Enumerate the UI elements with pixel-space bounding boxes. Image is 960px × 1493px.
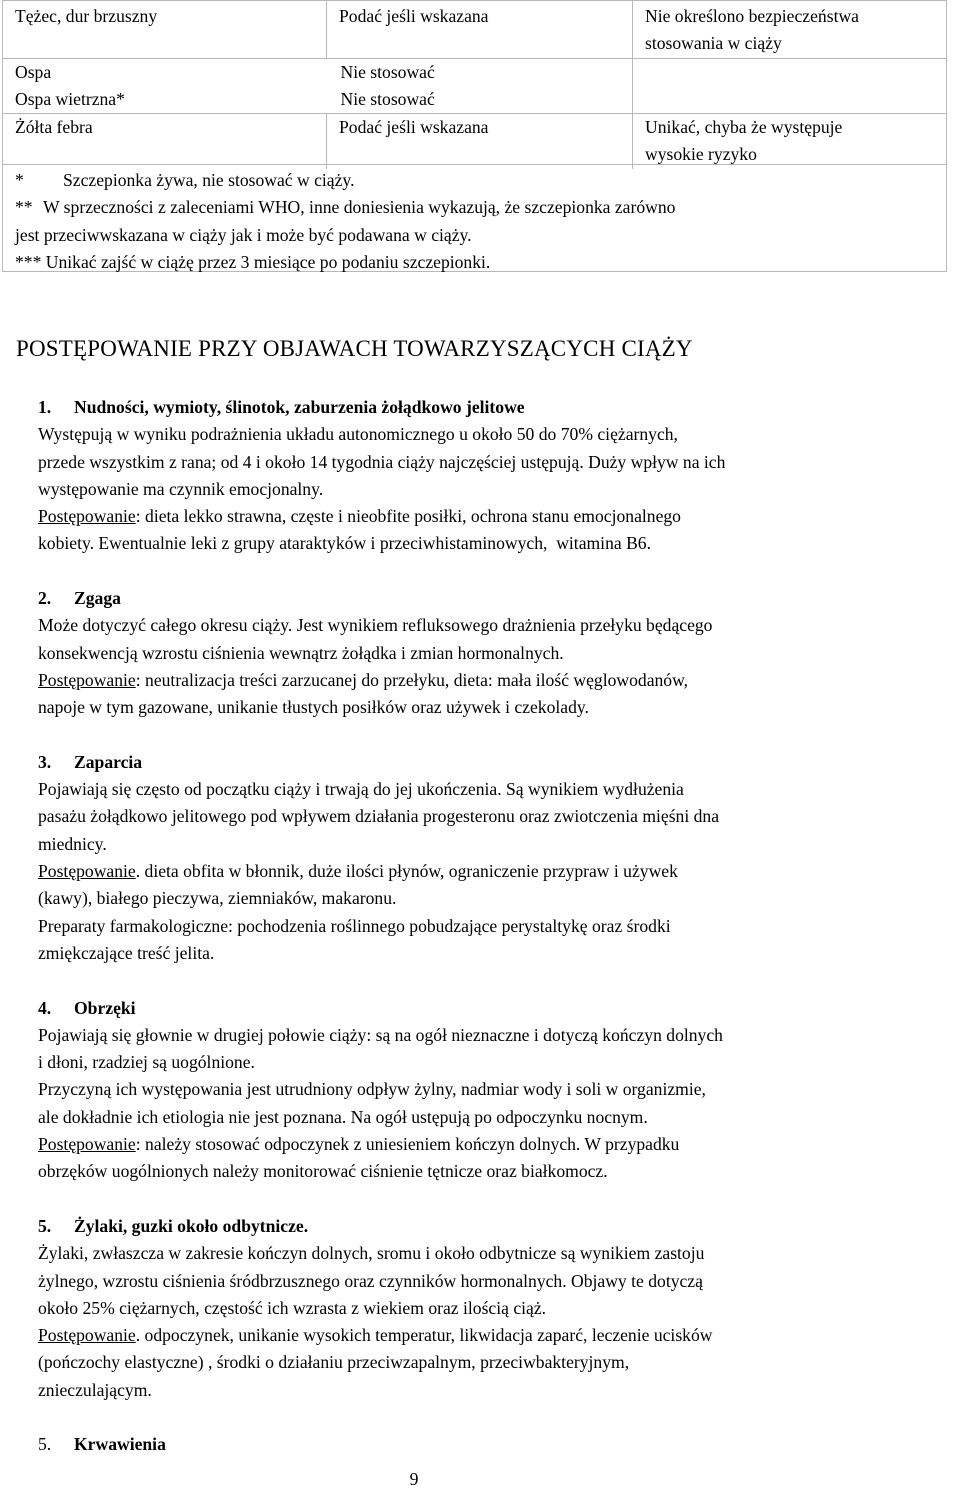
footnote-marker: *: [15, 170, 24, 190]
procedure-separator: .: [135, 861, 141, 882]
table-row: [3, 58, 947, 86]
body-line: pasażu żołądkowo jelitowego pod wpływem działania progesteronu oraz zwiotczenia mięśni dna: [38, 806, 720, 827]
procedure-label: Postępowanie: [38, 1134, 136, 1155]
body-line: występowanie ma czynnik emocjonalny.: [38, 478, 324, 499]
section-4: [38, 995, 958, 1186]
procedure-label: Postępowanie: [38, 861, 136, 882]
procedure-text: dieta lekko strawna, częste i nieobfite posiłki, ochrona stanu emocjonalnego: [140, 506, 681, 527]
body-line: Pojawiają się często od początku ciąży i trwają do jej ukończenia. Są wynikiem wydłużenia: [38, 779, 684, 800]
body-line: konsekwencją wzrostu ciśnienia wewnątrz żołądka i zmian hormonalnych.: [38, 642, 564, 663]
body-line: przede wszystkim z rana; od 4 i około 14 tygodnia ciąży najczęściej ustępują. Duży wpływ na ich: [38, 451, 726, 472]
safety-line: wysokie ryzyko: [645, 144, 757, 165]
section-2: [38, 585, 958, 721]
table-cell-recommendation: Podać jeśli wskazana: [327, 114, 633, 169]
procedure-line: [38, 667, 958, 694]
procedure-text: neutralizacja treści zarzucanej do przełyku, dieta: mała ilość węglowodanów,: [140, 669, 689, 690]
table-row: [3, 114, 947, 169]
body-line: Pojawiają się głownie w drugiej połowie ciąży: są na ogół nieznaczne i dotyczą kończyn dolnych: [38, 1024, 723, 1045]
section-title: [38, 749, 958, 776]
body-line: Występują w wyniku podrażnienia układu autonomicznego u około 50 do 70% ciężarnych,: [38, 424, 678, 445]
section-6: [38, 1431, 958, 1458]
procedure-separator: :: [135, 1134, 141, 1155]
section-title: [38, 585, 958, 612]
body-line: Preparaty farmakologiczne: pochodzenia roślinnego pobudzające perystaltykę oraz środki: [38, 915, 671, 936]
body-line: (kawy), białego pieczywa, ziemniaków, makaronu.: [38, 888, 397, 909]
table-cell-disease: Ospa: [3, 58, 327, 86]
procedure-line: [38, 858, 958, 885]
section-title-text: Krwawienia: [74, 1434, 166, 1455]
section-title: [38, 394, 958, 421]
procedure-label: Postępowanie: [38, 506, 136, 527]
table-cell-safety: [633, 114, 947, 169]
procedure-separator: .: [135, 1325, 141, 1346]
body-line: miednicy.: [38, 833, 107, 854]
footnote-3: *** Unikać zajść w ciążę przez 3 miesiące po podaniu szczepionki.: [15, 251, 491, 272]
table-cell-safety: [633, 58, 947, 86]
procedure-line: [38, 503, 958, 530]
table-row: [3, 1, 947, 59]
section-title-text: Nudności, wymioty, ślinotok, zaburzenia żołądkowo jelitowe: [74, 397, 525, 417]
table-cell-recommendation: Nie stosować: [327, 58, 633, 86]
sections-container: [38, 394, 958, 1459]
procedure-separator: :: [135, 669, 141, 690]
section-number: 4.: [38, 997, 52, 1018]
footnote-text: W sprzeczności z zaleceniami WHO, inne doniesienia wykazują, że szczepionka zarówno: [43, 197, 676, 218]
section-title-text: Zgaga: [74, 588, 121, 609]
section-title-text: Żylaki, guzki około odbytnicze.: [74, 1215, 309, 1236]
body-line: Żylaki, zwłaszcza w zakresie kończyn dolnych, sromu i około odbytnicze są wynikiem zastoju: [38, 1243, 705, 1264]
body-line: zmiękczające treść jelita.: [38, 942, 215, 963]
body-line: Może dotyczyć całego okresu ciąży. Jest wynikiem refluksowego drażnienia przełyku będącego: [38, 615, 713, 636]
page-number: 9: [409, 1469, 419, 1489]
section-number: 5.: [38, 1215, 52, 1236]
procedure-text: odpoczynek, unikanie wysokich temperatur, likwidacja zaparć, leczenie ucisków: [140, 1325, 713, 1346]
table-cell-safety: [633, 1, 947, 59]
vaccine-table: [2, 0, 947, 169]
procedure-text: dieta obfita w błonnik, duże ilości płynów, ograniczenie przypraw i używek: [140, 861, 678, 882]
table-cell-recommendation: Podać jeśli wskazana: [327, 1, 633, 59]
table-cell-safety: [633, 86, 947, 114]
safety-line: stosowania w ciąży: [645, 33, 782, 54]
table-cell-disease: Ospa wietrzna*: [3, 86, 327, 114]
body-line: i dłoni, rzadziej są uogólnione.: [38, 1052, 255, 1073]
section-number: 2.: [38, 588, 52, 609]
safety-line: Nie określono bezpieczeństwa: [645, 6, 859, 26]
table-cell-disease: Żółta febra: [3, 114, 327, 169]
body-line: kobiety. Ewentualnie leki z grupy ataraktyków i przeciwhistaminowych, witamina B6.: [38, 533, 652, 554]
section-number: 1.: [38, 397, 52, 417]
footnote-text: Szczepionka żywa, nie stosować w ciąży.: [63, 170, 355, 190]
footnote-2: [15, 194, 946, 221]
section-3: [38, 749, 958, 967]
body-line: (pończochy elastyczne) , środki o działaniu przeciwzapalnym, przeciwbakteryjnym,: [38, 1352, 630, 1373]
section-title: [38, 1213, 958, 1240]
procedure-label: Postępowanie: [38, 669, 136, 690]
procedure-text: należy stosować odpoczynek z uniesieniem kończyn dolnych. W przypadku: [140, 1134, 680, 1155]
procedure-separator: :: [135, 506, 141, 527]
body-line: napoje w tym gazowane, unikanie tłustych posiłków oraz używek i czekolady.: [38, 697, 589, 718]
body-line: ale dokładnie ich etiologia nie jest poznana. Na ogół ustępują po odpoczynku nocnym.: [38, 1106, 648, 1127]
table-cell-recommendation: Nie stosować: [327, 86, 633, 114]
section-title-text: Obrzęki: [74, 997, 136, 1018]
procedure-line: [38, 1322, 958, 1349]
table-footnotes: [2, 164, 947, 272]
body-line: Przyczyną ich występowania jest utrudniony odpływ żylny, nadmiar wody i soli w organizmie,: [38, 1079, 706, 1100]
section-number: 3.: [38, 751, 52, 772]
procedure-line: [38, 1131, 958, 1158]
page-heading: POSTĘPOWANIE PRZY OBJAWACH TOWARZYSZĄCYCH CIĄŻY: [16, 336, 693, 361]
body-line: około 25% ciężarnych, częstość ich wzrasta z wiekiem oraz ilością ciąż.: [38, 1297, 547, 1318]
procedure-label: Postępowanie: [38, 1325, 136, 1346]
footnote-marker: **: [15, 197, 33, 218]
section-number: 5.: [38, 1434, 52, 1455]
safety-line: Unikać, chyba że występuje: [645, 117, 843, 138]
section-1: [38, 394, 958, 558]
footnote-2-cont: jest przeciwwskazana w ciąży jak i może być podawana w ciąży.: [15, 224, 472, 245]
body-line: znieczulającym.: [38, 1379, 152, 1400]
section-5: [38, 1213, 958, 1404]
section-title-text: Zaparcia: [74, 751, 143, 772]
section-title: [38, 1431, 958, 1458]
footnote-1: [15, 167, 946, 194]
body-line: obrzęków uogólnionych należy monitorować ciśnienie tętnicze oraz białkomocz.: [38, 1161, 608, 1182]
section-title: [38, 995, 958, 1022]
table-row: [3, 86, 947, 114]
body-line: żylnego, wzrostu ciśnienia śródbrzusznego oraz czynników hormonalnych. Objawy te dotyczą: [38, 1270, 703, 1291]
table-cell-disease: Tężec, dur brzuszny: [3, 1, 327, 59]
